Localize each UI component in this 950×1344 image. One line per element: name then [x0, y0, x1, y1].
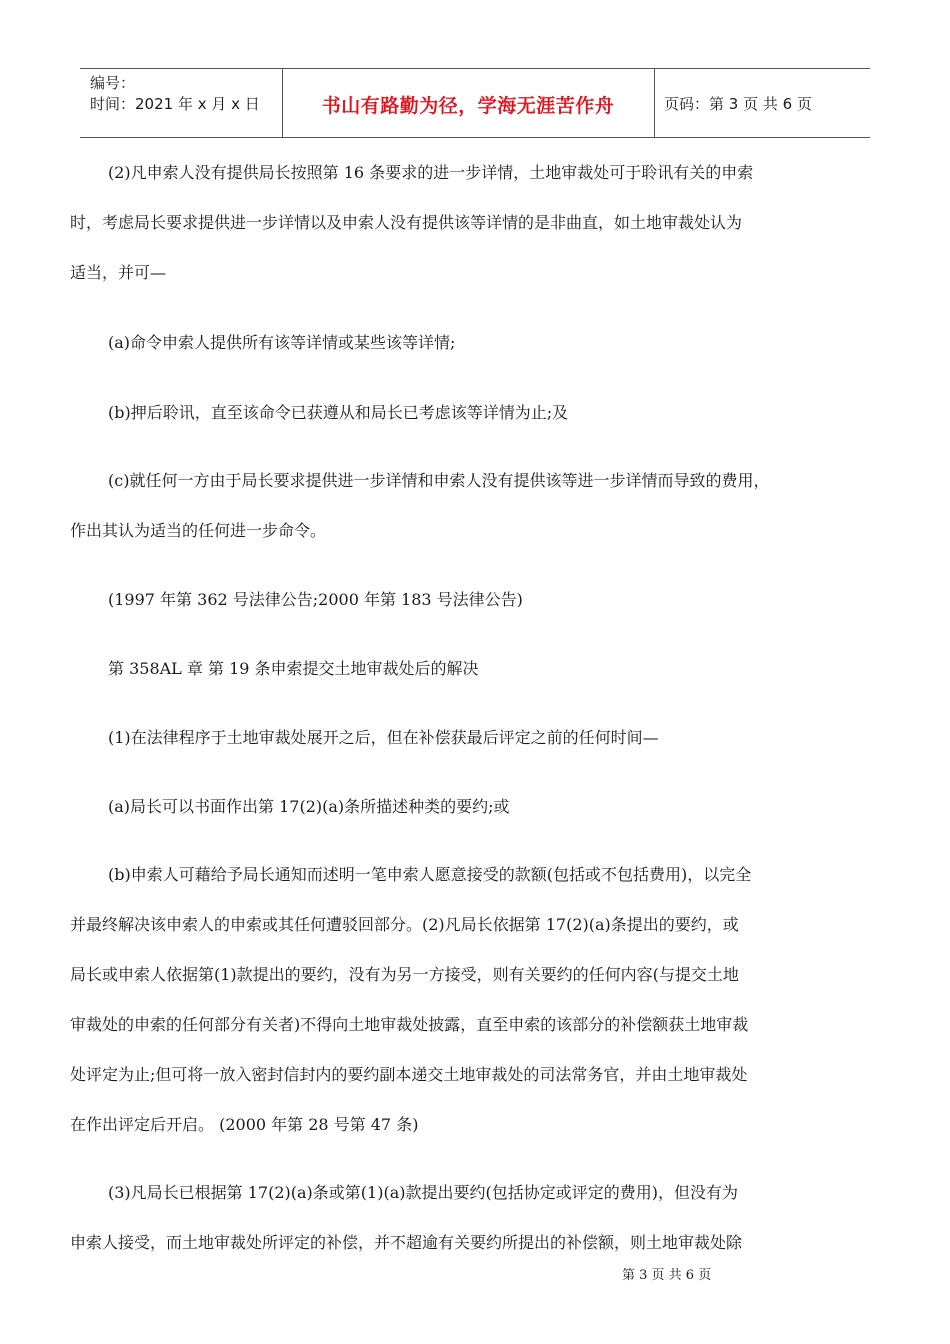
header-motto-cell [282, 69, 655, 137]
text-line: 适当，并可— [70, 263, 167, 282]
text-line: 时，考虑局长要求提供进一步详情以及申索人没有提供该等详情的是非曲直，如土地审裁处认为 [70, 213, 743, 232]
document-number-label: 编号： [90, 74, 136, 92]
text-line: 作出其认为适当的任何进一步命令。 [70, 521, 327, 540]
page-footer: 第 3 页 共 6 页 [622, 1268, 712, 1283]
text-line: 审裁处的申索的任何部分有关者)不得向土地审裁处披露，直至申索的该部分的补偿额获土地审裁 [70, 1015, 749, 1034]
section-heading: 第 358AL 章 第 19 条申索提交土地审裁处后的解决 [108, 659, 479, 678]
legal-citation: (1997 年第 362 号法律公告;2000 年第 183 号法律公告) [108, 590, 523, 609]
header-page-cell [654, 69, 870, 137]
text-line: (2)凡申索人没有提供局长按照第 16 条要求的进一步详情，土地审裁处可于聆讯有关的申索 [108, 163, 754, 182]
clause-b: (b)押后聆讯，直至该命令已获遵从和局长已考虑该等详情为止;及 [108, 403, 569, 422]
page-header [80, 68, 870, 138]
document-date-label: 时间：2021 年 x 月 x 日 [90, 95, 260, 113]
text-line: 在作出评定后开启。 (2000 年第 28 号第 47 条) [70, 1115, 419, 1134]
text-line: 处评定为止;但可将一放入密封信封内的要约副本递交土地审裁处的司法常务官，并由土地审裁处 [70, 1065, 748, 1084]
text-line: 申索人接受，而土地审裁处所评定的补偿，并不超逾有关要约所提出的补偿额，则土地审裁处除 [70, 1233, 743, 1252]
text-line: (b)申索人可藉给予局长通知而述明一笔申索人愿意接受的款额(包括或不包括费用)，以完全 [108, 865, 752, 884]
clause-a: (a)命令申索人提供所有该等详情或某些该等详情; [108, 333, 456, 352]
header-motto: 书山有路勤为径，学海无涯苦作舟 [321, 95, 615, 117]
text-line: 并最终解决该申索人的申索或其任何遭驳回部分。(2)凡局长依据第 17(2)(a)条提出的要约，或 [70, 915, 739, 934]
text-line: (3)凡局长已根据第 17(2)(a)条或第(1)(a)款提出要约(包括协定或评定的费用)，但没有为 [108, 1183, 738, 1202]
text-line: 局长或申索人依据第(1)款提出的要约，没有为另一方接受，则有关要约的任何内容(与提交土地 [70, 965, 739, 984]
text-line: (c)就任何一方由于局长要求提供进一步详情和申索人没有提供该等进一步详情而导致的费用， [108, 471, 770, 490]
subsection-1: (1)在法律程序于土地审裁处展开之后，但在补偿获最后评定之前的任何时间— [108, 728, 659, 747]
subsection-1-a: (a)局长可以书面作出第 17(2)(a)条所描述种类的要约;或 [108, 797, 510, 816]
header-page-info: 页码：第 3 页 共 6 页 [664, 95, 812, 113]
header-meta-cell [80, 69, 283, 137]
